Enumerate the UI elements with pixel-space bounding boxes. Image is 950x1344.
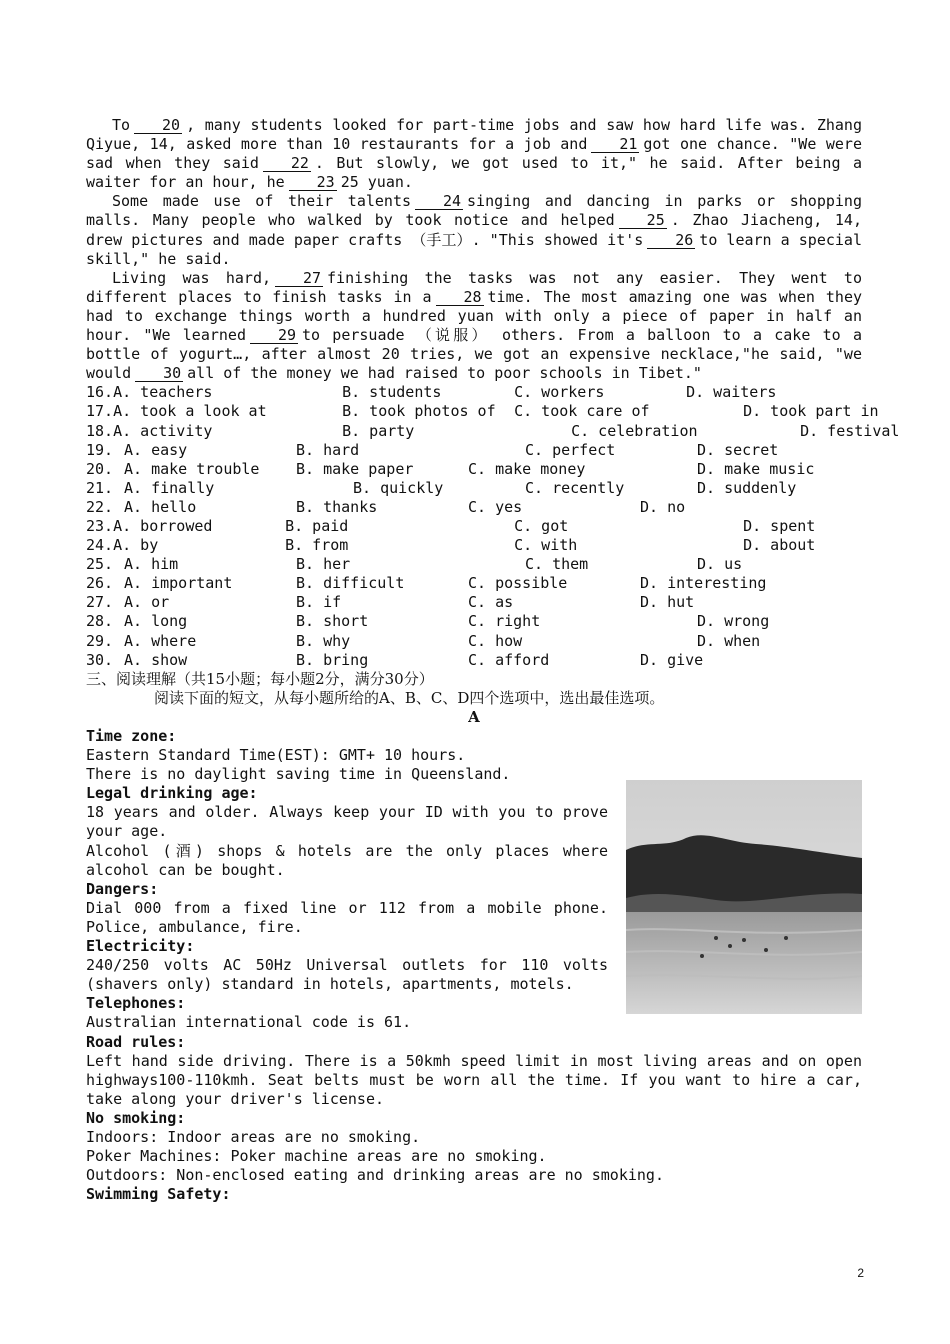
option-number: 16. — [86, 383, 114, 402]
option-a[interactable]: A. easy — [124, 440, 188, 459]
option-row — [86, 383, 862, 402]
option-d[interactable]: D. no — [640, 497, 686, 516]
option-c[interactable]: C. afford — [468, 650, 550, 669]
option-d[interactable]: D. spent — [743, 516, 816, 535]
beach-photo — [626, 780, 862, 1014]
option-b[interactable]: B. why — [296, 631, 351, 650]
option-row — [86, 612, 862, 631]
text-tel-1: Australian international code is 61. — [86, 1013, 412, 1032]
heading-drinking-age: Legal drinking age: — [86, 784, 258, 803]
option-d[interactable]: D. when — [697, 631, 761, 650]
option-row — [86, 632, 862, 651]
option-c[interactable]: C. took care of — [514, 402, 650, 421]
option-d[interactable]: D. interesting — [640, 574, 767, 593]
option-number: 25. — [86, 555, 114, 574]
heading-dangers: Dangers: — [86, 879, 159, 898]
heading-time-zone: Time zone: — [86, 727, 177, 745]
option-b[interactable]: B. her — [296, 555, 351, 574]
option-b[interactable]: B. hard — [296, 440, 360, 459]
option-number: 24. — [86, 536, 114, 555]
passage-label: A — [468, 707, 480, 726]
option-number: 26. — [86, 574, 114, 593]
option-d[interactable]: D. secret — [697, 440, 779, 459]
section-title: 三、阅读理解（共15小题；每小题2分，满分30分） — [86, 669, 434, 688]
option-d[interactable]: D. wrong — [697, 612, 770, 631]
option-row — [86, 441, 862, 460]
text-elec-1: 240/250 volts AC 50Hz Universal outlets for 110 volts (shavers only) standard in hotels, apartments, motels. — [86, 956, 608, 994]
passage-paragraph-1: To 20 , many students looked for part-time jobs and saw how hard life was. Zhang Qiyue, 14, asked more than 10 restaurants for a job and 21 got one chance. "We were sad when they said 22 . But slowly, we got used to it," he said. After being a waiter for an hour, he 23 25 yuan. — [86, 116, 862, 192]
option-number: 29. — [86, 631, 114, 650]
option-row — [86, 555, 862, 574]
option-b[interactable]: B. paid — [285, 516, 349, 535]
blank-23: 23 — [289, 175, 337, 191]
option-row — [86, 574, 862, 593]
option-b[interactable]: B. if — [296, 593, 342, 612]
option-number: 27. — [86, 593, 114, 612]
option-a[interactable]: A. activity — [113, 421, 213, 440]
option-number: 28. — [86, 612, 114, 631]
option-b[interactable]: B. make paper — [296, 459, 414, 478]
option-c[interactable]: C. celebration — [571, 421, 698, 440]
text-drink-2: Alcohol (酒) shops & hotels are the only places where alcohol can be bought. — [86, 841, 608, 879]
text-smoke-3: Outdoors: Non-enclosed eating and drinking areas are no smoking. — [86, 1166, 664, 1185]
option-c[interactable]: C. got — [514, 516, 569, 535]
blank-25: 25 — [619, 213, 667, 229]
text-time-1: Eastern Standard Time(EST): GMT+ 10 hours. — [86, 746, 466, 765]
option-b[interactable]: B. from — [285, 536, 349, 555]
option-a[interactable]: A. took a look at — [113, 402, 267, 421]
option-c[interactable]: C. right — [468, 612, 541, 631]
text-drink-1: 18 years and older. Always keep your ID with you to prove your age. — [86, 803, 608, 841]
blank-28: 28 — [436, 290, 484, 306]
option-c[interactable]: C. as — [468, 593, 514, 612]
option-b[interactable]: B. party — [342, 421, 415, 440]
option-row — [86, 593, 862, 612]
option-a[interactable]: A. finally — [124, 478, 215, 497]
option-row — [86, 517, 862, 536]
option-a[interactable]: A. where — [124, 631, 197, 650]
option-number: 20. — [86, 459, 114, 478]
section-instruction: 阅读下面的短文，从每小题所给的A、B、C、D四个选项中，选出最佳选项。 — [154, 688, 665, 707]
option-row — [86, 651, 862, 670]
heading-electricity: Electricity: — [86, 937, 195, 956]
text-smoke-1: Indoors: Indoor areas are no smoking. — [86, 1127, 421, 1146]
option-c[interactable]: C. yes — [468, 497, 523, 516]
option-row — [86, 498, 862, 517]
option-number: 18. — [86, 421, 114, 440]
option-number: 30. — [86, 650, 114, 669]
blank-30: 30 — [135, 366, 183, 382]
option-a[interactable]: A. or — [124, 593, 170, 612]
option-c[interactable]: C. with — [514, 536, 578, 555]
option-a[interactable]: A. teachers — [113, 383, 213, 402]
option-row — [86, 421, 900, 441]
blank-22: 22 — [263, 156, 311, 172]
option-b[interactable]: B. bring — [296, 650, 369, 669]
option-a[interactable]: A. important — [124, 574, 233, 593]
blank-20: 20 — [134, 118, 182, 134]
passage-paragraph-3: Living was hard, 27 finishing the tasks was not any easier. They went to different places to finish tasks in a 28 time. The most amazing one was when they had to exchange things worth a hundred yuan with only a piece of paper in half an hour. "We learned 29 to persuade （说服） others. From a balloon to a cake to a bottle of yogurt…, after almost 20 tries, we got an expensive necklace,"he said, "we would 30 all of the money we had raised to poor schools in Tibet." — [86, 268, 863, 383]
blank-27: 27 — [275, 271, 323, 287]
option-a[interactable]: A. hello — [124, 497, 197, 516]
heading-swimming-safety: Swimming Safety: — [86, 1185, 231, 1204]
option-number: 22. — [86, 497, 114, 516]
text-danger-1: Dial 000 from a fixed line or 112 from a mobile phone. Police, ambulance, fire. — [86, 898, 608, 936]
options-list — [86, 383, 900, 669]
option-a[interactable]: A. by — [113, 536, 159, 555]
page-content — [86, 116, 900, 1204]
option-d[interactable]: D. us — [697, 555, 743, 574]
option-d[interactable]: D. waiters — [686, 383, 777, 402]
option-b[interactable]: B. short — [296, 612, 369, 631]
option-number: 21. — [86, 478, 114, 497]
text-road-1: Left hand side driving. There is a 50kmh speed limit in most living areas and on open highways100-110kmh. Seat belts must be worn all the time. If you want to hire a car, take along your driver's license. — [86, 1051, 862, 1108]
option-c[interactable]: C. how — [468, 631, 523, 650]
option-c[interactable]: C. recently — [525, 478, 625, 497]
option-d[interactable]: D. took part in — [743, 402, 879, 421]
option-d[interactable]: D. hut — [640, 593, 695, 612]
blank-21: 21 — [591, 137, 639, 153]
heading-telephones: Telephones: — [86, 994, 186, 1013]
option-b[interactable]: B. difficult — [296, 574, 405, 593]
option-b[interactable]: B. took photos of — [342, 402, 496, 421]
option-number: 23. — [86, 516, 114, 535]
blank-24: 24 — [415, 194, 463, 210]
option-a[interactable]: A. show — [124, 650, 188, 669]
option-a[interactable]: A. make trouble — [124, 459, 260, 478]
option-d[interactable]: D. suddenly — [697, 478, 797, 497]
option-row — [86, 460, 862, 479]
option-a[interactable]: A. him — [124, 555, 179, 574]
heading-no-smoking: No smoking: — [86, 1108, 186, 1127]
option-a[interactable]: A. borrowed — [113, 516, 213, 535]
option-c[interactable]: C. workers — [514, 383, 605, 402]
option-c[interactable]: C. make money — [468, 459, 586, 478]
heading-road-rules: Road rules: — [86, 1032, 186, 1051]
option-d[interactable]: D. about — [743, 536, 816, 555]
option-number: 17. — [86, 402, 114, 421]
option-c[interactable]: C. perfect — [525, 440, 616, 459]
option-row — [86, 479, 862, 498]
option-a[interactable]: A. long — [124, 612, 188, 631]
passage-paragraph-2: Some made use of their talents 24 singing and dancing in parks or shopping malls. Many people who walked by took notice and helped 25 . Zhao Jiacheng, 14, drew pictures and made paper crafts （手工）. "This showed it's 26 to learn a special skill," he said. — [86, 192, 862, 268]
option-row — [86, 536, 862, 555]
blank-26: 26 — [647, 233, 695, 249]
option-row — [86, 402, 879, 421]
option-d[interactable]: D. make music — [697, 459, 815, 478]
page-number: 2 — [857, 1266, 864, 1280]
option-b[interactable]: B. students — [342, 383, 442, 402]
option-b[interactable]: B. thanks — [296, 497, 378, 516]
option-d[interactable]: D. give — [640, 650, 704, 669]
text-smoke-2: Poker Machines: Poker machine areas are no smoking. — [86, 1147, 547, 1166]
option-b[interactable]: B. quickly — [353, 478, 444, 497]
option-c[interactable]: C. possible — [468, 574, 568, 593]
option-d[interactable]: D. festival — [800, 421, 900, 440]
option-number: 19. — [86, 440, 114, 459]
text-time-2: There is no daylight saving time in Queensland. — [86, 765, 511, 784]
blank-29: 29 — [250, 328, 298, 344]
option-c[interactable]: C. them — [525, 555, 589, 574]
